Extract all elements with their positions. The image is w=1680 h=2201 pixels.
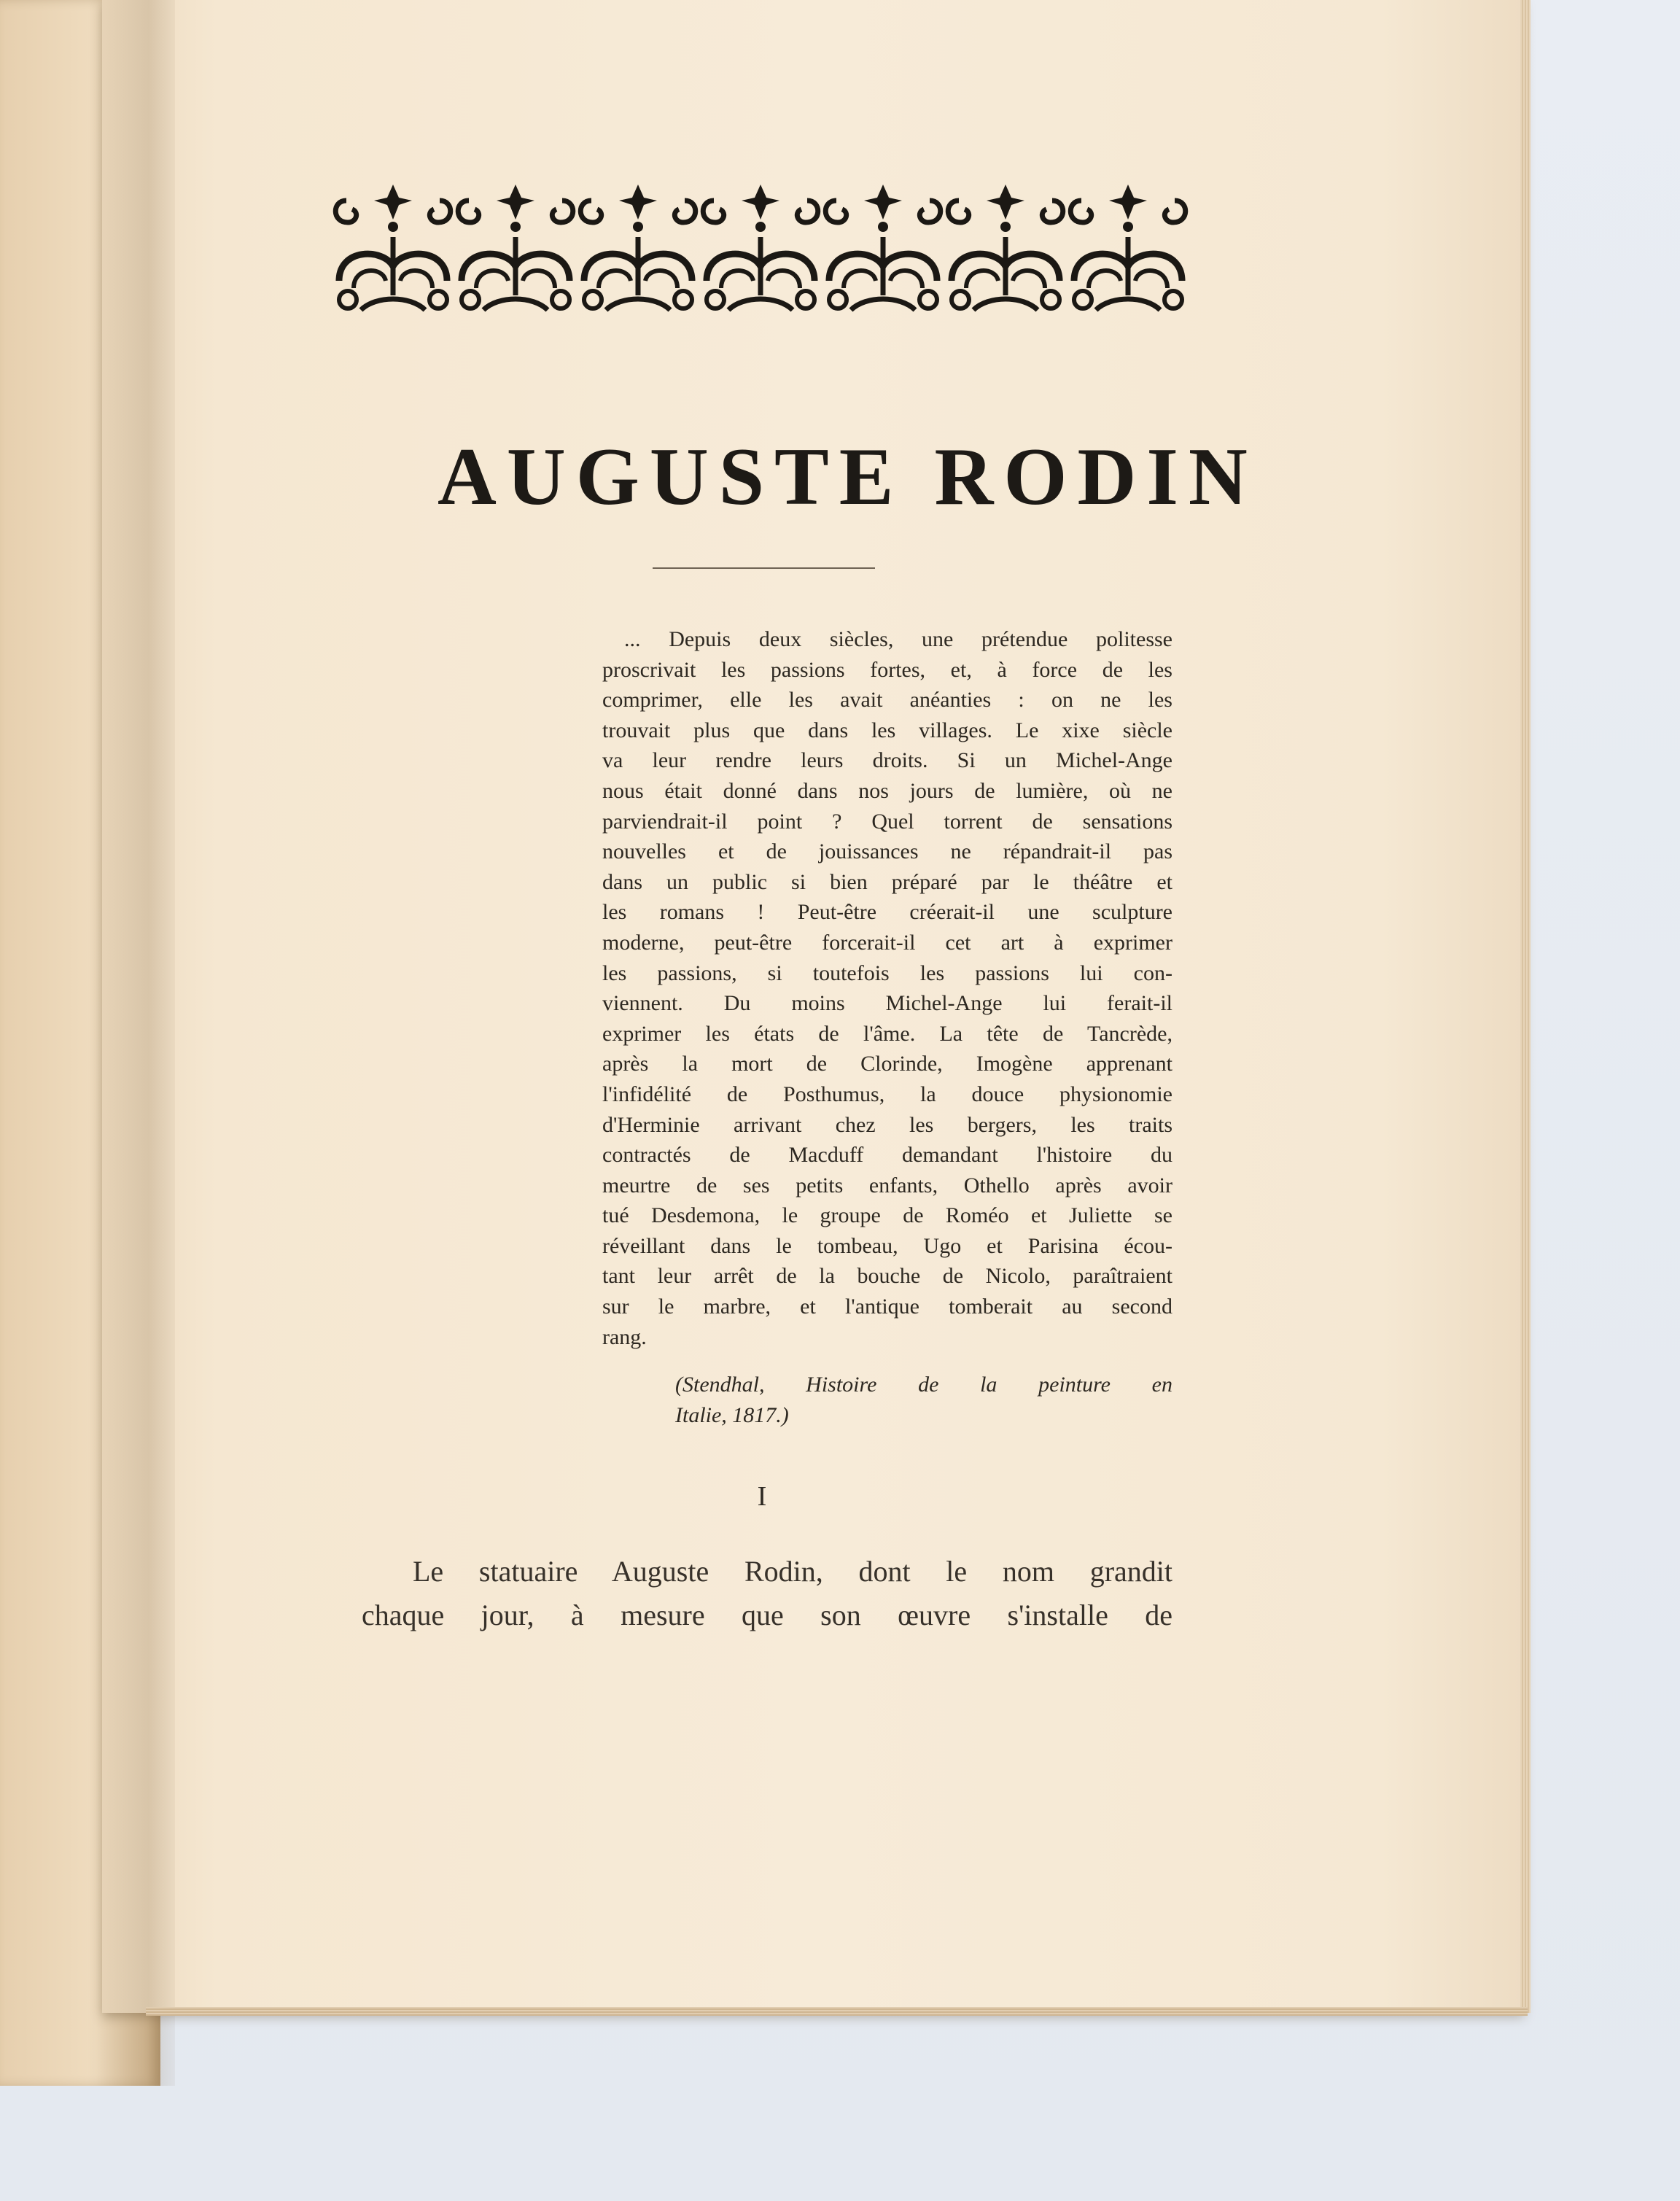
quote-line: réveillant dans le tombeau, Ugo et Parisina écou- <box>602 1233 1172 1258</box>
quote-line: nous était donné dans nos jours de lumière, où ne <box>602 778 1172 803</box>
quote-line: l'infidélité de Posthumus, la douce physionomie <box>602 1082 1172 1106</box>
quote-line: exprimer les états de l'âme. La tête de Tancrède, <box>602 1021 1172 1046</box>
quote-line: proscrivait les passions fortes, et, à force de les <box>602 657 1172 682</box>
quote-line: nouvelles et de jouissances ne répandrait-il pas <box>602 839 1172 864</box>
body-line: Le statuaire Auguste Rodin, dont le nom grandit <box>413 1555 1172 1588</box>
page-edges-right <box>1520 0 1531 2013</box>
quote-line: dans un public si bien préparé par le théâtre et <box>602 869 1172 894</box>
quote-line: contractés de Macduff demandant l'histoire du <box>602 1143 1172 1168</box>
body-line: chaque jour, à mesure que son œuvre s'installe de <box>362 1599 1172 1631</box>
binding-shadow <box>88 0 175 2086</box>
quote-line: trouvait plus que dans les villages. Le xixe siècle <box>602 718 1172 742</box>
epigraph-quote <box>602 624 1172 1352</box>
decorative-headpiece <box>332 179 1189 321</box>
quote-line: rang. <box>602 1324 647 1349</box>
quote-line: les romans ! Peut-être créerait-il une sculpture <box>602 900 1172 925</box>
chapter-title: AUGUSTE RODIN <box>438 432 1258 522</box>
citation-line: Italie, 1817.) <box>675 1403 789 1427</box>
quote-line: sur le marbre, et l'antique tomberait au second <box>602 1294 1172 1319</box>
title-rule <box>653 567 875 569</box>
epigraph-citation <box>675 1370 1172 1431</box>
section-number: I <box>757 1481 767 1512</box>
body-paragraph <box>362 1550 1172 1637</box>
quote-line: comprimer, elle les avait anéanties : on ne les <box>602 688 1172 713</box>
quote-line: ... Depuis deux siècles, une prétendue politesse <box>624 627 1172 651</box>
quote-line: tué Desdemona, le groupe de Roméo et Juliette se <box>602 1203 1172 1228</box>
citation-line: (Stendhal, Histoire de la peinture en <box>675 1373 1172 1397</box>
quote-line: après la mort de Clorinde, Imogène apprenant <box>602 1052 1172 1076</box>
quote-line: tant leur arrêt de la bouche de Nicolo, paraîtraient <box>602 1264 1172 1289</box>
quote-line: moderne, peut-être forcerait-il cet art à exprimer <box>602 930 1172 955</box>
quote-line: meurtre de ses petits enfants, Othello après avoir <box>602 1173 1172 1197</box>
quote-line: parviendrait-il point ? Quel torrent de sensations <box>602 809 1172 834</box>
quote-line: viennent. Du moins Michel-Ange lui ferait-il <box>602 991 1172 1016</box>
quote-line: d'Herminie arrivant chez les bergers, les traits <box>602 1112 1172 1137</box>
quote-line: va leur rendre leurs droits. Si un Michel-Ange <box>602 748 1172 773</box>
page-edges-bottom <box>146 2007 1528 2016</box>
quote-line: les passions, si toutefois les passions lui con- <box>602 960 1172 985</box>
